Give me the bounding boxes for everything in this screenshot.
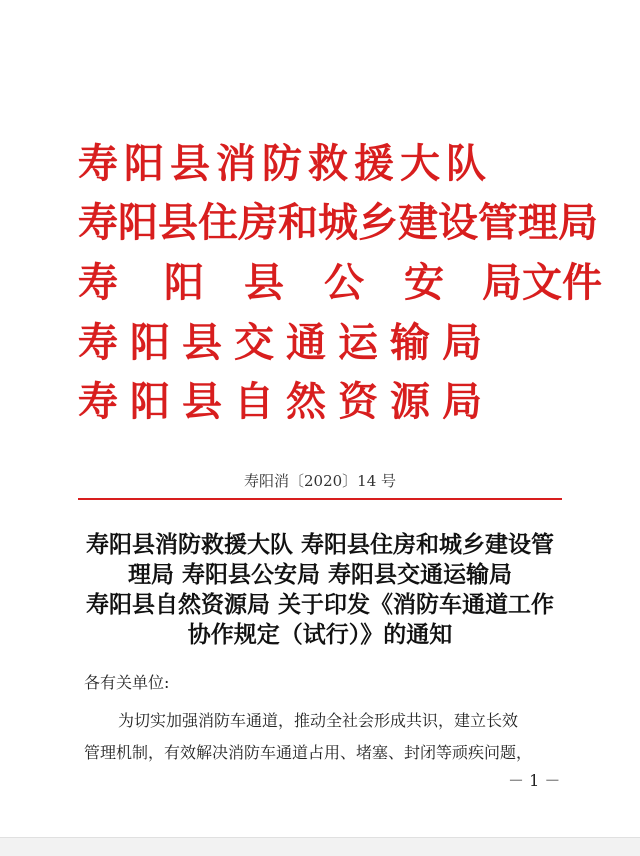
- issuer-line-housing-bureau: 寿阳县住房和城乡建设管理局: [78, 199, 598, 246]
- title-line: 协作规定（试行）》的通知: [187, 621, 453, 648]
- document-title: [70, 530, 570, 650]
- document-number: 寿阳消〔2020〕14 号: [243, 472, 397, 490]
- issuer-char: 安: [404, 259, 444, 306]
- issuer-line-natural-resources: 寿阳县自然资源局: [78, 378, 494, 425]
- red-divider-line: [78, 498, 562, 500]
- issuer-line-transport-bureau: 寿阳县交通运输局: [78, 319, 494, 366]
- body-line: 为切实加强消防车通道，推动全社会形成共识，建立长效: [118, 711, 519, 730]
- issuer-line-fire-brigade: 寿阳县消防救援大队: [78, 140, 492, 187]
- salutation: 各有关单位:: [84, 673, 170, 692]
- title-line: 寿阳县消防救援大队 寿阳县住房和城乡建设管: [85, 531, 554, 558]
- title-line: 寿阳县自然资源局 关于印发《消防车通道工作: [85, 591, 554, 618]
- issuer-char: 阳: [164, 259, 204, 306]
- issuer-char: 县: [244, 259, 284, 306]
- body-line: 管理机制，有效解决消防车通道占用、堵塞、封闭等顽疾问题，: [84, 743, 533, 762]
- body-paragraph: [84, 705, 564, 769]
- issuer-char: 寿: [78, 259, 118, 306]
- page-bottom-edge: [0, 837, 640, 856]
- page-number: － 1 －: [508, 771, 561, 790]
- issuer-char: 公: [324, 259, 364, 306]
- title-line: 理局 寿阳县公安局 寿阳县交通运输局: [127, 561, 512, 588]
- issuer-char-with-wenjian: 局文件: [482, 259, 602, 306]
